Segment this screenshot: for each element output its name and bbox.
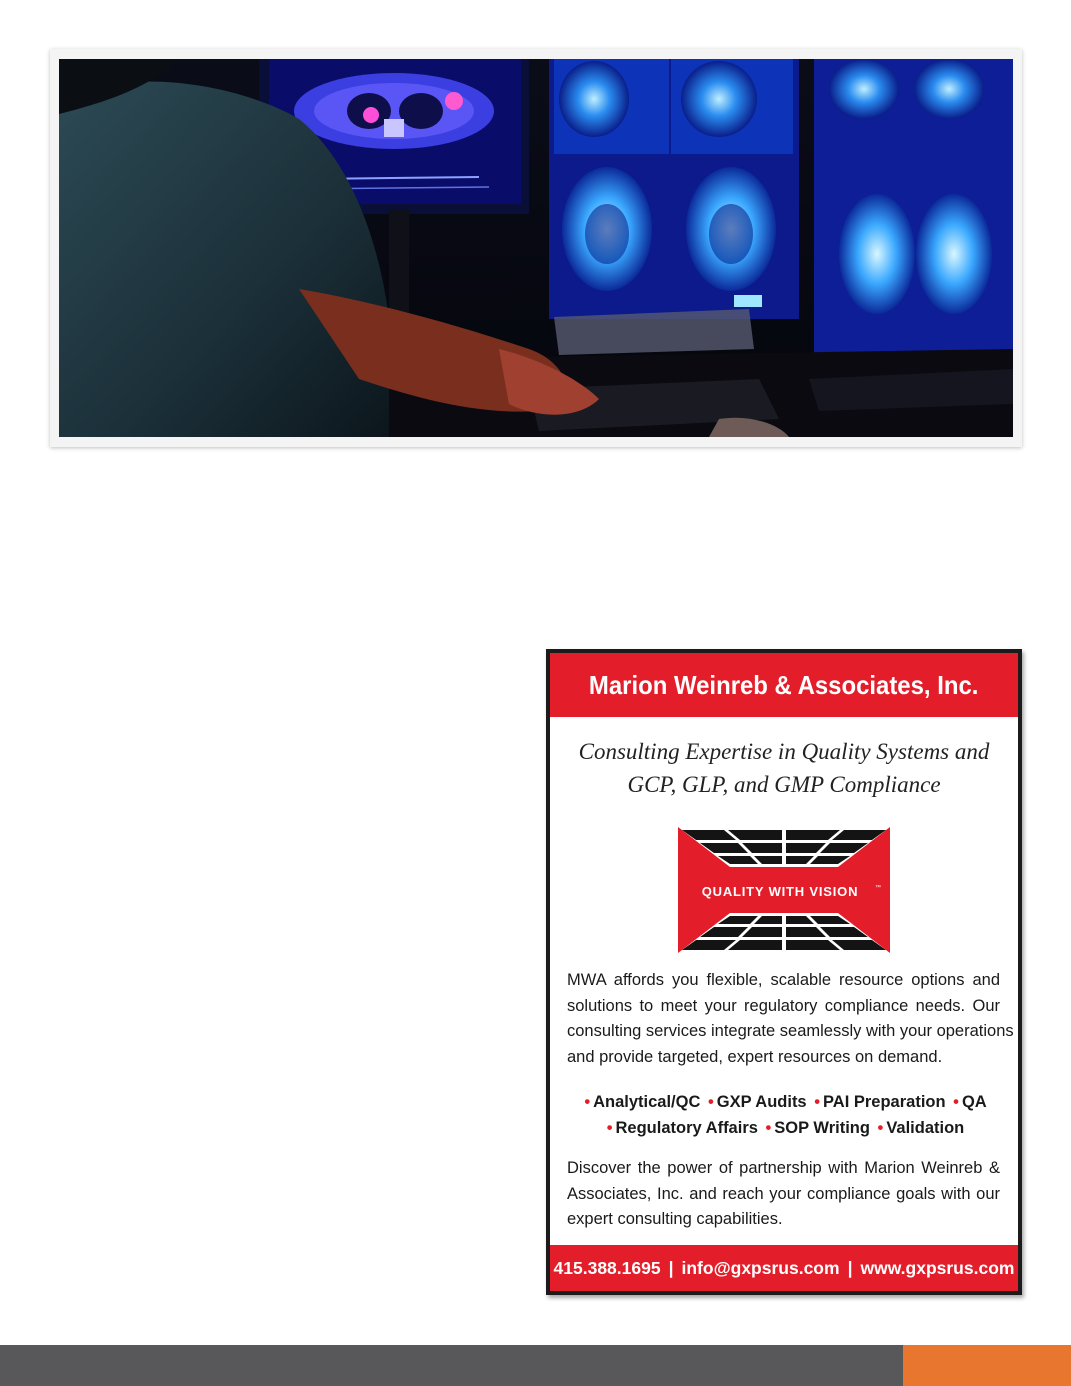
contact-email: info@gxpsrus.com xyxy=(681,1257,840,1278)
service-item: Analytical/QC xyxy=(593,1093,701,1111)
service-bullet: • xyxy=(814,1093,820,1111)
services-row-2 xyxy=(550,1115,1018,1141)
contact-phone: 415.388.1695 xyxy=(553,1257,661,1278)
logo-trademark: ™ xyxy=(875,885,881,891)
ad-header xyxy=(550,653,1018,717)
radiologist-viewing-scans-photo xyxy=(59,59,1013,437)
contact-separator: | xyxy=(847,1257,853,1278)
intro-line-1: MWA affords you flexible, scalable resource options and xyxy=(567,971,1000,989)
radiologist-photo xyxy=(59,59,1013,437)
ad-contact-bar xyxy=(550,1245,1018,1291)
service-bullet: • xyxy=(765,1119,772,1137)
services-list xyxy=(550,1089,1018,1141)
intro-line-4: and provide targeted, expert resources on demand. xyxy=(567,1047,943,1066)
tagline-line-1: Consulting Expertise in Quality Systems and xyxy=(578,739,990,764)
service-item: Regulatory Affairs xyxy=(615,1119,758,1137)
service-item: Validation xyxy=(886,1119,965,1137)
service-bullet: • xyxy=(953,1093,959,1111)
contact-website: www.gxpsrus.com xyxy=(860,1257,1015,1278)
intro-line-2: solutions to meet your regulatory compliance needs. Our xyxy=(567,996,1000,1015)
service-bullet: • xyxy=(606,1119,613,1137)
services-row-1 xyxy=(550,1089,1018,1115)
service-bullet: • xyxy=(707,1093,714,1111)
ad-tagline xyxy=(560,735,1008,801)
service-item: QA xyxy=(961,1093,987,1111)
closing-line-3: expert consulting capabilities. xyxy=(567,1210,783,1228)
logo-text: QUALITY WITH VISION xyxy=(701,884,859,899)
contact-separator: | xyxy=(668,1257,674,1278)
intro-line-3: consulting services integrate seamlessly with your operations xyxy=(567,1022,1014,1040)
closing-line-1: Discover the power of partnership with Marion Weinreb & xyxy=(567,1159,1000,1177)
service-bullet: • xyxy=(877,1119,884,1137)
company-name: Marion Weinreb & Associates, Inc. xyxy=(589,669,979,700)
advertisement xyxy=(546,649,1022,1295)
photo-frame xyxy=(50,49,1022,447)
service-item: PAI Preparation xyxy=(823,1093,946,1111)
service-item: SOP Writing xyxy=(774,1119,870,1137)
service-item: GXP Audits xyxy=(716,1093,807,1111)
advertisement-content xyxy=(550,653,1018,1291)
quality-with-vision-logo xyxy=(678,827,890,953)
ad-intro-paragraph xyxy=(567,968,1014,1070)
page-footer-accent xyxy=(903,1345,1071,1386)
tagline-line-2: GCP, GLP, and GMP Compliance xyxy=(627,772,941,797)
page-footer-bar xyxy=(0,1345,903,1386)
ad-closing-paragraph xyxy=(567,1156,1000,1233)
closing-line-2: Associates, Inc. and reach your compliance goals with our xyxy=(567,1184,1000,1203)
service-bullet: • xyxy=(584,1093,591,1111)
